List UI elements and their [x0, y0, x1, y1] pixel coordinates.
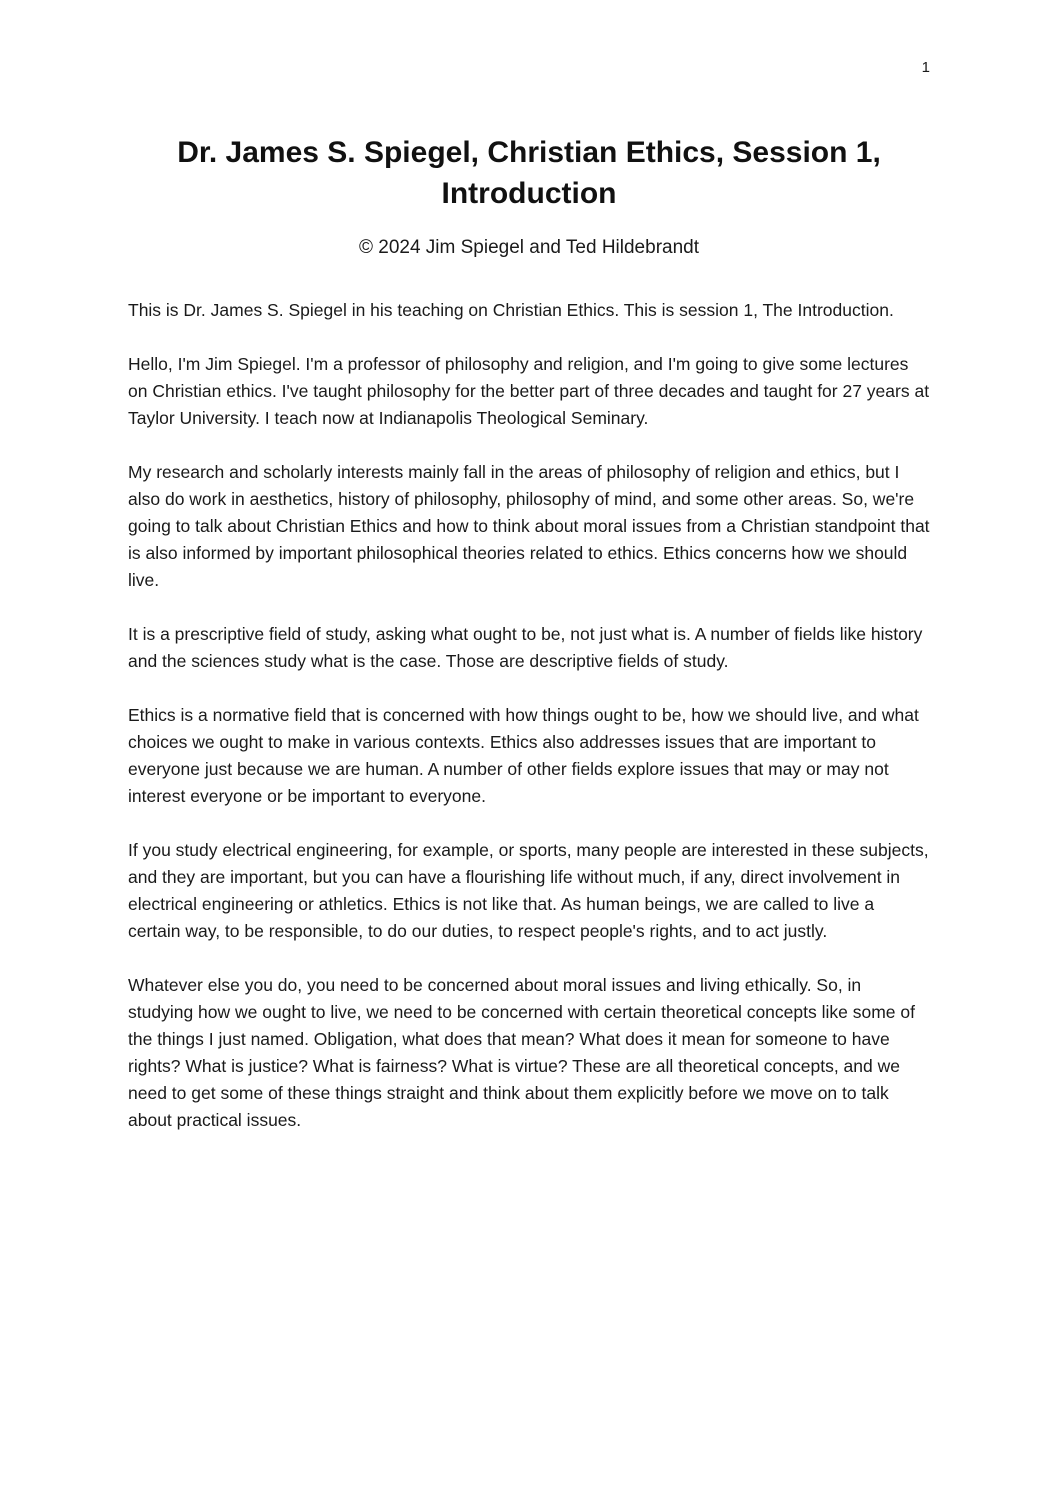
- document-title-line-1: Dr. James S. Spiegel, Christian Ethics, Session 1,: [177, 136, 881, 169]
- paragraph-theoretical-concepts: Whatever else you do, you need to be concerned about moral issues and living ethically. So, in studying how we ought to live, we need to be concerned with certain theoretical concepts like some of the things I just named. Obligation, what does that mean? What does it mean for someone to have rights? What is justice? What is fairness? What is virtue? These are all theoretical concepts, and we need to get some of these things straight and think about them explicitly before we move on to talk about practical issues.: [128, 975, 915, 1131]
- paragraph-greeting: Hello, I'm Jim Spiegel. I'm a professor of philosophy and religion, and I'm going to give some lectures on Christian ethics. I've taught philosophy for the better part of three decades and taught for 27 years at Taylor University. I teach now at Indianapolis Theological Seminary.: [128, 354, 930, 429]
- paragraph-intro: This is Dr. James S. Spiegel in his teaching on Christian Ethics. This is session 1, The Introduction.: [128, 300, 894, 321]
- paragraph-engineering-example: If you study electrical engineering, for example, or sports, many people are interested in these subjects, and they are important, but you can have a flourishing life without much, if any, direct involvement in electrical engineering or athletics. Ethics is not like that. As human beings, we are called to live a certain way, to be responsible, to do our duties, to respect people's rights, and to act justly.: [128, 840, 929, 942]
- page-number: 1: [921, 59, 930, 76]
- document-body: [128, 297, 930, 1134]
- document-title-line-2: Introduction: [441, 177, 617, 210]
- copyright-notice: © 2024 Jim Spiegel and Ted Hildebrandt: [358, 237, 700, 259]
- paragraph-normative-field: Ethics is a normative field that is concerned with how things ought to be, how we should live, and what choices we ought to make in various contexts. Ethics also addresses issues that are important to everyone just because we are human. A number of other fields explore issues that may or may not interest everyone or be important to everyone.: [128, 705, 919, 807]
- paragraph-research-interests: My research and scholarly interests mainly fall in the areas of philosophy of religion and ethics, but I also do work in aesthetics, history of philosophy, philosophy of mind, and some other areas. So, we're going to talk about Christian Ethics and how to think about moral issues from a Christian standpoint that is also informed by important philosophical theories related to ethics. Ethics concerns how we should live.: [128, 462, 930, 591]
- paragraph-prescriptive-field: It is a prescriptive field of study, asking what ought to be, not just what is. A number of fields like history and the sciences study what is the case. Those are descriptive fields of study.: [128, 624, 923, 672]
- document-title: [128, 132, 930, 214]
